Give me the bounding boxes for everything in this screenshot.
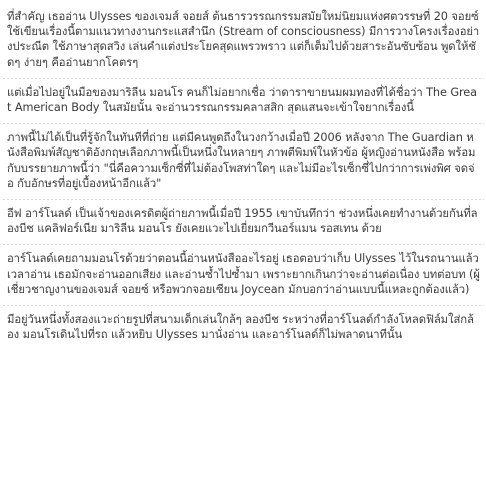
paragraph-eve-arnold-credit: อีฟ อาร์โนลด์ เป็นเจ้าของเครดิตผู้ถ่ายภาพนี้เมื่อปี 1955 เขาบันทึกว่า ช่วงหนึ่งเคยทำงานด้วยกันที่ลองบีช แคลิฟอร์เนีย มาริลีน มอนโร ยังเคยแวะไปเยี่ยมกวีนอร์แมน รอสเทน ด้วย <box>7 207 478 236</box>
paragraph-divider <box>3 305 484 306</box>
paragraph-ulysses-intro: ที่สำคัญ เธออ่าน Ulysses ของเจมส์ จอยส์ ต้นธารวรรณกรรมสมัยใหม่นิยมแห่งศตวรรษที่ 20 จอยซ์ใช้เขียนเรื่องนี้ตามแนวทางงานกระแสสำนึก (Stream of consciousness) มีการวางโครงเรื่องอย่างประณีต ใช้ภาษาสุดสวิง เล่นคำแต่งประโยคสุดแพรวพราว แต่ก็เต็มไปด้วยสาระอันซับซ้อน พูดให้ชัดๆ ง่ายๆ คืออ่านยากโคตรๆ <box>7 10 480 69</box>
paragraph-long-beach-photo: มีอยู่วันหนึ่งทั้งสองแวะถ่ายรูปที่สนามเด็กเล่นใกล้ๆ ลองบีช ระหว่างที่อาร์โนลด์กำลังโหลดฟิล์มใส่กล้อง มอนโรเดินไปที่รถ แล้วหยิบ Ulysses มานั่งอ่าน และอาร์โนลด์ก็ไม่พลาดนาทีนั้น <box>7 313 474 342</box>
paragraph-divider <box>3 123 484 124</box>
paragraph-divider <box>3 78 484 79</box>
article-body <box>3 3 484 497</box>
paragraph-monroe-reading: แต่เมื่อไปอยู่ในมือของมาริลีน มอนโร คนก็ไม่อยากเชื่อ ว่าดาราขายนมผมทองที่ได้ชื่อว่า The Great American Body ในสมัยนั้น จะอ่านวรรณกรรมคลาสสิก สุดแสนจะเข้าใจยากเรื่องนี้ <box>7 85 477 115</box>
paragraph-guardian-2006: ภาพนี้ไม่ได้เป็นที่รู้จักในทันทีที่ถ่าย แต่มีคนพูดถึงในวงกว้างเมื่อปี 2006 หลังจาก The Guardian หนังสือพิมพ์สัญชาติอังกฤษเลือกภาพนี้เป็นหนึ่งในหลายๆ ภาพตีพิมพ์ในหัวข้อ ผู้หญิงอ่านหนังสือ พร้อมกับบรรยายภาพนี้ว่า "นี่คือความเซ็กซี่ที่ไม่ต้องโพสท่าใดๆ และไม่มีอะไรเซ็กซี่ไปกว่าการเพ่งพิศ จดจ่อ กับอักษรที่อยู่เบื้องหน้าอีกแล้ว" <box>7 131 476 190</box>
paragraph-divider <box>3 244 484 245</box>
paragraph-divider <box>3 199 484 200</box>
paragraph-reading-habit: อาร์โนลด์เคยถามมอนโรด้วยว่าตอนนี้อ่านหนังสืออะไรอยู่ เธอตอบว่าเก็บ Ulysses ไว้ในรถนานแล้ว เวลาอ่าน เธอมักจะอ่านออกเสียง และอ่านซ้ำไปซ้ำมา เพราะยากเกินกว่าจะอ่านต่อเนื่อง บทต่อบท (ผู้เชี่ยวชาญงานของเจมส์ จอยซ์ หรือพวกจอยเซียน Joycean มักบอกว่าอ่านแบบนี้แหละถูกต้องแล้ว) <box>7 252 480 296</box>
